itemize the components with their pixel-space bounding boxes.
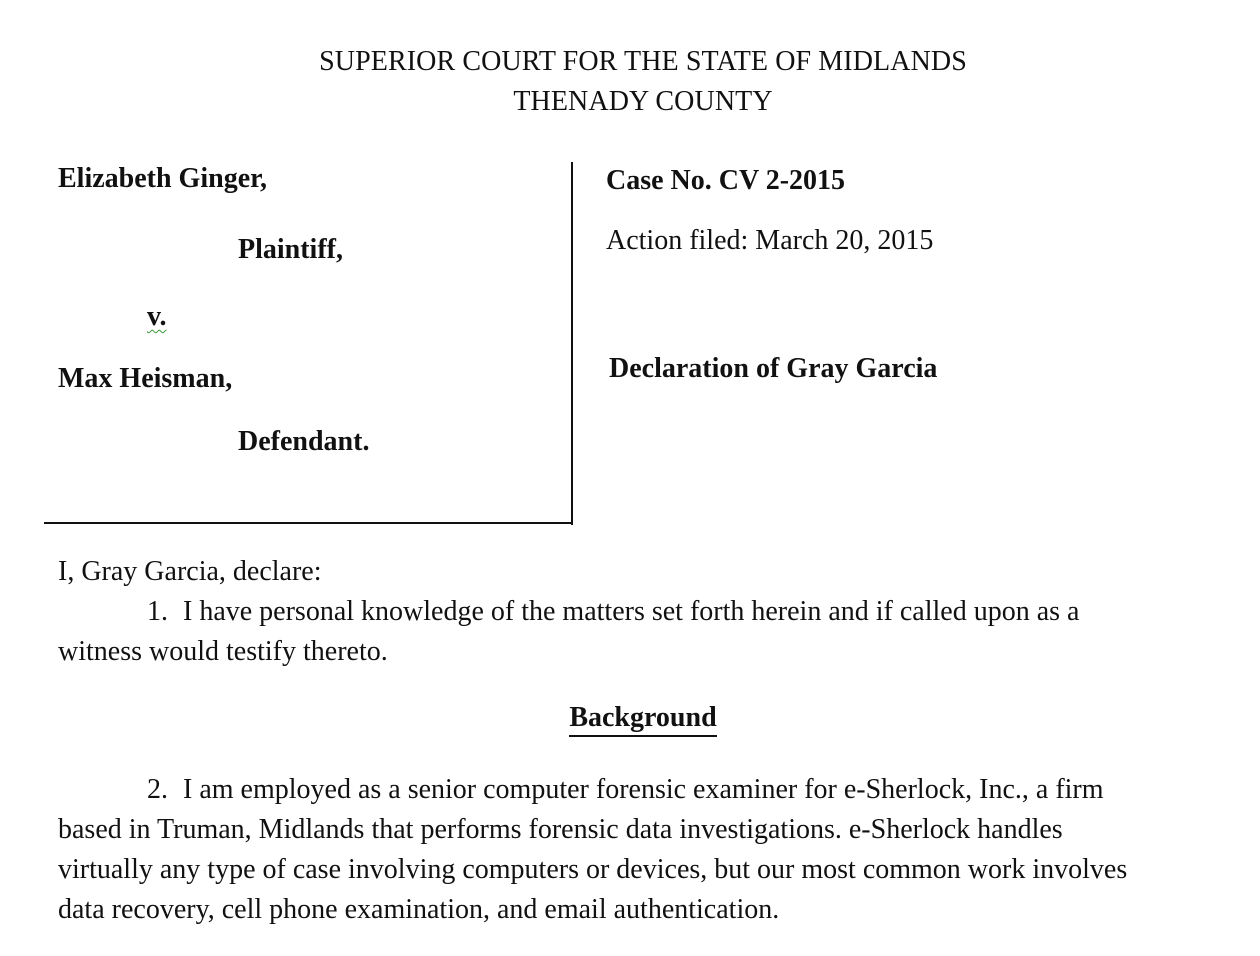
paragraph-2-line-4: data recovery, cell phone examination, and email authentication. bbox=[58, 894, 780, 925]
case-number: Case No. CV 2-2015 bbox=[606, 165, 846, 196]
versus-label: v. bbox=[147, 301, 167, 332]
paragraph-1-line-2: witness would testify thereto. bbox=[58, 636, 388, 667]
plaintiff-name: Elizabeth Ginger, bbox=[58, 163, 267, 194]
document-title: Declaration of Gray Garcia bbox=[609, 353, 938, 384]
court-name: SUPERIOR COURT FOR THE STATE OF MIDLANDS bbox=[319, 46, 967, 77]
court-header bbox=[0, 42, 1260, 122]
paragraph-2-line-1: I am employed as a senior computer forensic examiner for e-Sherlock, Inc., a firm bbox=[183, 774, 1104, 805]
paragraph-1-first-line bbox=[147, 592, 1079, 632]
section-heading bbox=[0, 700, 1260, 736]
background-heading: Background bbox=[569, 702, 716, 737]
paragraph-1-line-1: I have personal knowledge of the matters set forth herein and if called upon as a bbox=[183, 596, 1080, 627]
declaration-intro: I, Gray Garcia, declare: bbox=[58, 556, 322, 587]
defendant-name: Max Heisman, bbox=[58, 363, 233, 394]
defendant-role: Defendant. bbox=[238, 426, 370, 457]
paragraph-2-line-2: based in Truman, Midlands that performs forensic data investigations. e-Sherlock handles bbox=[58, 814, 1063, 845]
paragraph-2-first-line bbox=[147, 770, 1104, 810]
county-name: THENADY COUNTY bbox=[513, 86, 773, 117]
paragraph-1-number: 1. bbox=[147, 596, 168, 627]
paragraph-2-number: 2. bbox=[147, 774, 168, 805]
paragraph-2-line-3: virtually any type of case involving computers or devices, but our most common work involves bbox=[58, 854, 1128, 885]
caption-vertical-divider bbox=[571, 162, 573, 525]
caption-horizontal-divider bbox=[44, 522, 573, 524]
plaintiff-role: Plaintiff, bbox=[238, 234, 343, 265]
action-filed: Action filed: March 20, 2015 bbox=[606, 225, 934, 256]
